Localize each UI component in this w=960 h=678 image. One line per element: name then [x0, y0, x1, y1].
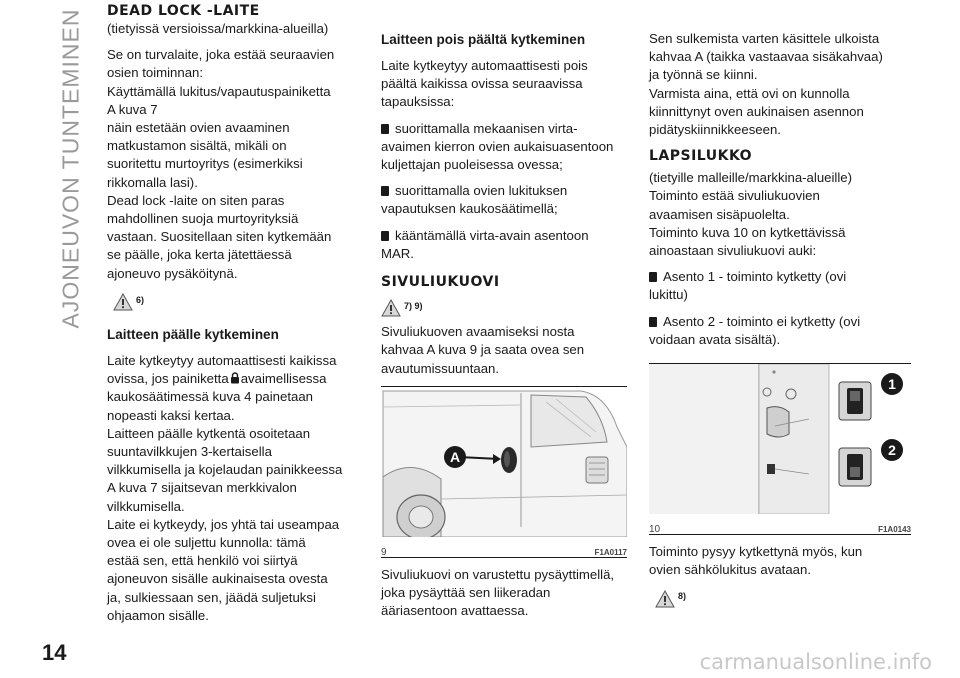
dead-lock-description: Se on turvalaite, joka estää seuraavien osien toiminnan: Käyttämällä lukitus/vapautuspainiketta A kuva 7 näin estetään ovien avaaminen matkustamon sisältä, mikäli on suoritettu murtoyritys (esimerkiksi rikkomalla lasi). Dead lock -laite on siten paras mahdollinen suoja murtoyrityksiä vastaan. Suositellaan siten kytkemään se päälle, joka kerta jätettäessä ajoneuvo pysäköitynä. — [107, 47, 335, 281]
warning-reference: 8) — [655, 587, 911, 607]
lock-icon — [230, 372, 240, 384]
figure-9-caption — [381, 542, 627, 565]
child-lock-description: (tietyille malleille/markkina-alueille) Toiminto estää sivuliukuovien avaamisen sisäpuolelta. Toiminto kuva 10 on kytkettävissä ainoastaan sivuliukuovi auki: — [649, 170, 853, 259]
child-lock-heading: LAPSILUKKO — [649, 148, 753, 165]
van-sliding-door-illustration — [381, 387, 627, 537]
closing-description: Sen sulkemista varten käsittele ulkoista kahvaa A (taikka vastaavaa sisäkahvaa) ja työnnä se kiinni. Varmista aina, että ovi on kunnolla kiinnittynyt oven aukinaisen asennon pidätyskiinnikkeeseen. — [649, 31, 883, 138]
activation-subheading: Laitteen päälle kytkeminen — [107, 327, 279, 343]
warning-triangle-icon — [113, 293, 133, 311]
figure-code: F1A0143 — [878, 525, 911, 535]
label-1: 1 — [888, 376, 896, 393]
child-lock-note: Toiminto pysyy kytkettynä myös, kun ovien sähkölukitus avataan. — [649, 544, 863, 578]
child-lock-bullet-1: Asento 1 - toiminto kytketty (ovi lukittu) — [649, 269, 847, 303]
warning-triangle-icon — [655, 590, 675, 608]
bullet-icon — [381, 186, 389, 196]
deactivation-bullet-3: kääntämällä virta-avain asentoon MAR. — [381, 227, 589, 261]
deactivation-bullet-2: suorittamalla ovien lukituksen vapautuksen kaukosäätimellä; — [381, 183, 568, 217]
bullet-icon — [649, 272, 657, 282]
bullet-icon — [649, 317, 657, 327]
bullet-icon — [381, 231, 389, 241]
door-stop-description: Sivuliukuovi on varustettu pysäyttimellä, joka pysäyttää sen liikeradan ääriasentoon avattaessa. — [381, 566, 615, 619]
deactivation-subheading: Laitteen pois päältä kytkeminen — [381, 32, 586, 47]
sliding-door-heading: SIVULIUKUOVI — [381, 274, 500, 291]
warning-reference: 7) 9) — [381, 297, 627, 317]
column-3 — [649, 2, 911, 622]
figure-10-caption — [649, 519, 911, 542]
activation-description: Laite kytkeytyy automaattisesti kaikissa ovissa, jos painiketta avaimellisessa kaukosäätimessä kuva 4 painetaan nopeasti kaksi kertaa. Laitteen päälle kytkentä osoitetaan suuntavilkkujen 3-kertaisella vilkkumisella ja kojelaudan painikkeessa A kuva 7 sijaitsevan merkkivalon vilkkumisella. Laite ei kytkeydy, jos yhtä tai useampaa ovea ei ole suljettu kunnolla: tämä estää sen, että henkilö voi siirtyä ajoneuvon sisälle aukinaisesta ovesta ja, sulkiessaan sen, jäädä suljetuksi ohjaamon sisälle. — [107, 353, 343, 623]
bullet-icon — [381, 124, 389, 134]
label-2: 2 — [888, 442, 896, 459]
column-1 — [107, 2, 369, 633]
watermark: carmanualsonline.info — [699, 650, 932, 674]
column-2 — [381, 2, 627, 628]
sliding-door-description: Sivuliukuoven avaamiseksi nosta kahvaa A kuva 9 ja saata ovea sen avautumissuuntaan. — [381, 324, 585, 376]
deactivation-intro: Laite kytkeytyy automaattisesti pois päältä kaikissa ovissa seuraavissa tapauksissa: — [381, 58, 588, 110]
figure-9 — [381, 386, 627, 558]
child-lock-bullet-2: Asento 2 - toiminto ei kytketty (ovi voidaan avata sisältä). — [649, 313, 861, 347]
section-side-title: AJONEUVON TUNTEMINEN — [57, 8, 84, 328]
label-a: A — [449, 448, 461, 465]
figure-number: 9 — [381, 547, 387, 559]
child-lock-illustration — [649, 364, 911, 514]
figure-10 — [649, 363, 911, 535]
page-number: 14 — [42, 640, 67, 665]
dead-lock-heading: DEAD LOCK -LAITE — [107, 3, 260, 19]
deactivation-bullet-1: suorittamalla mekaanisen virta- avaimen kierron ovien aukaisuasentoon kuljettajan puoleisessa ovessa; — [381, 120, 614, 173]
warning-triangle-icon — [381, 299, 401, 317]
dead-lock-subtitle: (tietyissä versioissa/markkina-alueilla) — [107, 21, 329, 36]
figure-number: 10 — [649, 524, 661, 536]
warning-reference: 6) — [113, 291, 369, 311]
figure-code: F1A0117 — [594, 548, 627, 558]
